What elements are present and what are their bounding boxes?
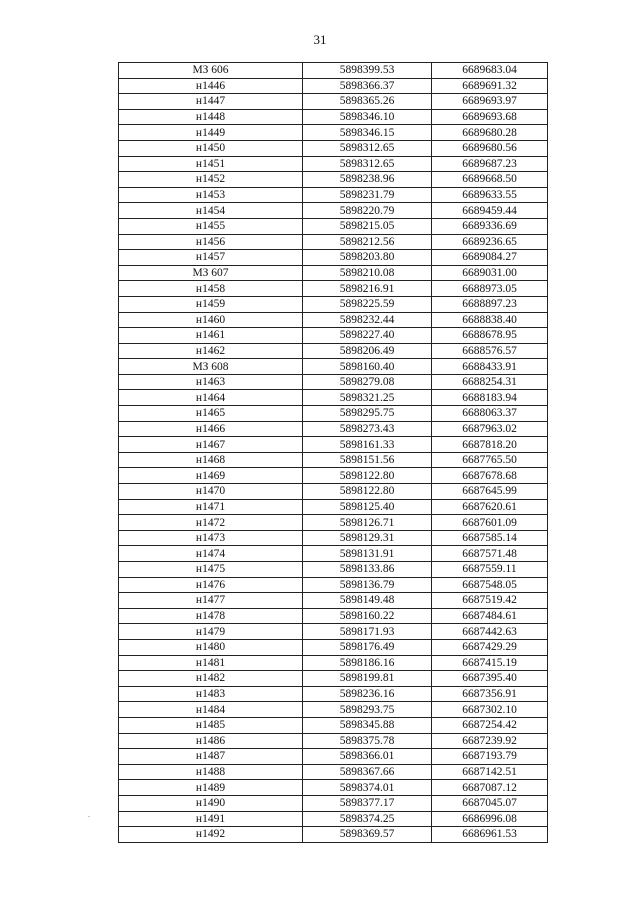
y-coordinate-cell: 6687678.68	[432, 468, 548, 484]
table-row	[119, 702, 548, 718]
x-coordinate-cell: 5898236.16	[303, 686, 432, 702]
table-row	[119, 530, 548, 546]
x-coordinate-cell: 5898279.08	[303, 374, 432, 390]
point-id-cell: н1453	[119, 187, 303, 203]
table-row	[119, 265, 548, 281]
x-coordinate-cell: 5898215.05	[303, 218, 432, 234]
y-coordinate-cell: 6687193.79	[432, 749, 548, 765]
table-row	[119, 328, 548, 344]
table-row	[119, 686, 548, 702]
y-coordinate-cell: 6687356.91	[432, 686, 548, 702]
table-row	[119, 390, 548, 406]
table-row	[119, 78, 548, 94]
x-coordinate-cell: 5898212.56	[303, 234, 432, 250]
point-id-cell: МЗ 608	[119, 359, 303, 375]
y-coordinate-cell: 6688433.91	[432, 359, 548, 375]
point-id-cell: МЗ 607	[119, 265, 303, 281]
point-id-cell: н1477	[119, 593, 303, 609]
table-row	[119, 811, 548, 827]
table-row	[119, 764, 548, 780]
y-coordinate-cell: 6689336.69	[432, 218, 548, 234]
table-row	[119, 780, 548, 796]
x-coordinate-cell: 5898293.75	[303, 702, 432, 718]
y-coordinate-cell: 6689683.04	[432, 63, 548, 79]
x-coordinate-cell: 5898131.91	[303, 546, 432, 562]
y-coordinate-cell: 6686996.08	[432, 811, 548, 827]
y-coordinate-cell: 6687818.20	[432, 437, 548, 453]
y-coordinate-cell: 6687087.12	[432, 780, 548, 796]
y-coordinate-cell: 6687429.29	[432, 639, 548, 655]
y-coordinate-cell: 6688897.23	[432, 296, 548, 312]
table-row	[119, 187, 548, 203]
y-coordinate-cell: 6687519.42	[432, 593, 548, 609]
x-coordinate-cell: 5898129.31	[303, 530, 432, 546]
x-coordinate-cell: 5898312.65	[303, 140, 432, 156]
x-coordinate-cell: 5898312.65	[303, 156, 432, 172]
x-coordinate-cell: 5898374.25	[303, 811, 432, 827]
x-coordinate-cell: 5898238.96	[303, 172, 432, 188]
y-coordinate-cell: 6687484.61	[432, 608, 548, 624]
y-coordinate-cell: 6687765.50	[432, 452, 548, 468]
y-coordinate-cell: 6689633.55	[432, 187, 548, 203]
table-row	[119, 608, 548, 624]
x-coordinate-cell: 5898345.88	[303, 717, 432, 733]
point-id-cell: н1484	[119, 702, 303, 718]
table-row	[119, 421, 548, 437]
coordinates-table-body	[119, 63, 548, 843]
table-row	[119, 717, 548, 733]
table-row	[119, 593, 548, 609]
table-row	[119, 156, 548, 172]
point-id-cell: н1472	[119, 515, 303, 531]
y-coordinate-cell: 6689236.65	[432, 234, 548, 250]
y-coordinate-cell: 6687571.48	[432, 546, 548, 562]
y-coordinate-cell: 6689693.68	[432, 109, 548, 125]
point-id-cell: н1482	[119, 671, 303, 687]
point-id-cell: н1464	[119, 390, 303, 406]
point-id-cell: н1490	[119, 795, 303, 811]
table-row	[119, 343, 548, 359]
x-coordinate-cell: 5898321.25	[303, 390, 432, 406]
y-coordinate-cell: 6689680.28	[432, 125, 548, 141]
coordinates-table	[118, 62, 548, 843]
point-id-cell: н1471	[119, 499, 303, 515]
x-coordinate-cell: 5898160.22	[303, 608, 432, 624]
point-id-cell: н1460	[119, 312, 303, 328]
x-coordinate-cell: 5898149.48	[303, 593, 432, 609]
table-row	[119, 94, 548, 110]
y-coordinate-cell: 6689680.56	[432, 140, 548, 156]
table-row	[119, 359, 548, 375]
x-coordinate-cell: 5898210.08	[303, 265, 432, 281]
point-id-cell: н1451	[119, 156, 303, 172]
point-id-cell: н1470	[119, 484, 303, 500]
table-row	[119, 63, 548, 79]
y-coordinate-cell: 6687548.05	[432, 577, 548, 593]
point-id-cell: н1479	[119, 624, 303, 640]
point-id-cell: н1483	[119, 686, 303, 702]
table-row	[119, 546, 548, 562]
y-coordinate-cell: 6688183.94	[432, 390, 548, 406]
y-coordinate-cell: 6687963.02	[432, 421, 548, 437]
x-coordinate-cell: 5898122.80	[303, 484, 432, 500]
point-id-cell: н1463	[119, 374, 303, 390]
point-id-cell: н1462	[119, 343, 303, 359]
table-row	[119, 172, 548, 188]
x-coordinate-cell: 5898220.79	[303, 203, 432, 219]
x-coordinate-cell: 5898161.33	[303, 437, 432, 453]
point-id-cell: н1481	[119, 655, 303, 671]
x-coordinate-cell: 5898225.59	[303, 296, 432, 312]
table-row	[119, 733, 548, 749]
table-row	[119, 468, 548, 484]
point-id-cell: МЗ 606	[119, 63, 303, 79]
y-coordinate-cell: 6688838.40	[432, 312, 548, 328]
table-row	[119, 624, 548, 640]
x-coordinate-cell: 5898227.40	[303, 328, 432, 344]
x-coordinate-cell: 5898346.10	[303, 109, 432, 125]
y-coordinate-cell: 6689691.32	[432, 78, 548, 94]
y-coordinate-cell: 6687559.11	[432, 562, 548, 578]
point-id-cell: н1450	[119, 140, 303, 156]
x-coordinate-cell: 5898399.53	[303, 63, 432, 79]
table-row	[119, 218, 548, 234]
x-coordinate-cell: 5898367.66	[303, 764, 432, 780]
point-id-cell: н1475	[119, 562, 303, 578]
table-row	[119, 639, 548, 655]
x-coordinate-cell: 5898365.26	[303, 94, 432, 110]
table-row	[119, 125, 548, 141]
table-row	[119, 250, 548, 266]
table-row	[119, 109, 548, 125]
table-row	[119, 437, 548, 453]
table-row	[119, 203, 548, 219]
x-coordinate-cell: 5898216.91	[303, 281, 432, 297]
y-coordinate-cell: 6689693.97	[432, 94, 548, 110]
point-id-cell: н1491	[119, 811, 303, 827]
point-id-cell: н1458	[119, 281, 303, 297]
table-row	[119, 577, 548, 593]
y-coordinate-cell: 6687142.51	[432, 764, 548, 780]
y-coordinate-cell: 6686961.53	[432, 827, 548, 843]
y-coordinate-cell: 6689031.00	[432, 265, 548, 281]
point-id-cell: н1488	[119, 764, 303, 780]
y-coordinate-cell: 6687302.10	[432, 702, 548, 718]
y-coordinate-cell: 6688254.31	[432, 374, 548, 390]
y-coordinate-cell: 6687601.09	[432, 515, 548, 531]
point-id-cell: н1476	[119, 577, 303, 593]
x-coordinate-cell: 5898125.40	[303, 499, 432, 515]
scan-mark	[88, 816, 90, 817]
table-row	[119, 749, 548, 765]
x-coordinate-cell: 5898375.78	[303, 733, 432, 749]
point-id-cell: н1467	[119, 437, 303, 453]
table-row	[119, 406, 548, 422]
y-coordinate-cell: 6687239.92	[432, 733, 548, 749]
x-coordinate-cell: 5898186.16	[303, 655, 432, 671]
y-coordinate-cell: 6687442.63	[432, 624, 548, 640]
table-row	[119, 296, 548, 312]
point-id-cell: н1465	[119, 406, 303, 422]
table-row	[119, 655, 548, 671]
point-id-cell: н1448	[119, 109, 303, 125]
point-id-cell: н1485	[119, 717, 303, 733]
y-coordinate-cell: 6689687.23	[432, 156, 548, 172]
point-id-cell: н1486	[119, 733, 303, 749]
point-id-cell: н1456	[119, 234, 303, 250]
point-id-cell: н1455	[119, 218, 303, 234]
y-coordinate-cell: 6688973.05	[432, 281, 548, 297]
x-coordinate-cell: 5898232.44	[303, 312, 432, 328]
x-coordinate-cell: 5898231.79	[303, 187, 432, 203]
x-coordinate-cell: 5898374.01	[303, 780, 432, 796]
point-id-cell: н1473	[119, 530, 303, 546]
x-coordinate-cell: 5898160.40	[303, 359, 432, 375]
x-coordinate-cell: 5898171.93	[303, 624, 432, 640]
x-coordinate-cell: 5898199.81	[303, 671, 432, 687]
x-coordinate-cell: 5898136.79	[303, 577, 432, 593]
point-id-cell: н1457	[119, 250, 303, 266]
table-row	[119, 671, 548, 687]
table-row	[119, 827, 548, 843]
y-coordinate-cell: 6687620.61	[432, 499, 548, 515]
table-row	[119, 515, 548, 531]
table-row	[119, 234, 548, 250]
table-row	[119, 452, 548, 468]
x-coordinate-cell: 5898151.56	[303, 452, 432, 468]
x-coordinate-cell: 5898369.57	[303, 827, 432, 843]
y-coordinate-cell: 6689084.27	[432, 250, 548, 266]
point-id-cell: н1447	[119, 94, 303, 110]
page-number: 31	[313, 32, 327, 47]
x-coordinate-cell: 5898273.43	[303, 421, 432, 437]
x-coordinate-cell: 5898126.71	[303, 515, 432, 531]
point-id-cell: н1478	[119, 608, 303, 624]
point-id-cell: н1459	[119, 296, 303, 312]
point-id-cell: н1480	[119, 639, 303, 655]
table-row	[119, 281, 548, 297]
x-coordinate-cell: 5898176.49	[303, 639, 432, 655]
y-coordinate-cell: 6688063.37	[432, 406, 548, 422]
x-coordinate-cell: 5898203.80	[303, 250, 432, 266]
point-id-cell: н1466	[119, 421, 303, 437]
x-coordinate-cell: 5898366.01	[303, 749, 432, 765]
y-coordinate-cell: 6689668.50	[432, 172, 548, 188]
table-row	[119, 484, 548, 500]
y-coordinate-cell: 6688678.95	[432, 328, 548, 344]
point-id-cell: н1468	[119, 452, 303, 468]
point-id-cell: н1469	[119, 468, 303, 484]
y-coordinate-cell: 6688576.57	[432, 343, 548, 359]
table-row	[119, 499, 548, 515]
y-coordinate-cell: 6687045.07	[432, 795, 548, 811]
x-coordinate-cell: 5898133.86	[303, 562, 432, 578]
y-coordinate-cell: 6687415.19	[432, 655, 548, 671]
point-id-cell: н1449	[119, 125, 303, 141]
point-id-cell: н1489	[119, 780, 303, 796]
table-row	[119, 562, 548, 578]
y-coordinate-cell: 6687395.40	[432, 671, 548, 687]
point-id-cell: н1446	[119, 78, 303, 94]
point-id-cell: н1452	[119, 172, 303, 188]
point-id-cell: н1461	[119, 328, 303, 344]
x-coordinate-cell: 5898295.75	[303, 406, 432, 422]
table-row	[119, 795, 548, 811]
x-coordinate-cell: 5898366.37	[303, 78, 432, 94]
y-coordinate-cell: 6687585.14	[432, 530, 548, 546]
point-id-cell: н1487	[119, 749, 303, 765]
table-row	[119, 374, 548, 390]
table-row	[119, 312, 548, 328]
y-coordinate-cell: 6687645.99	[432, 484, 548, 500]
x-coordinate-cell: 5898346.15	[303, 125, 432, 141]
point-id-cell: н1492	[119, 827, 303, 843]
table-row	[119, 140, 548, 156]
y-coordinate-cell: 6687254.42	[432, 717, 548, 733]
point-id-cell: н1474	[119, 546, 303, 562]
x-coordinate-cell: 5898206.49	[303, 343, 432, 359]
x-coordinate-cell: 5898122.80	[303, 468, 432, 484]
point-id-cell: н1454	[119, 203, 303, 219]
x-coordinate-cell: 5898377.17	[303, 795, 432, 811]
y-coordinate-cell: 6689459.44	[432, 203, 548, 219]
